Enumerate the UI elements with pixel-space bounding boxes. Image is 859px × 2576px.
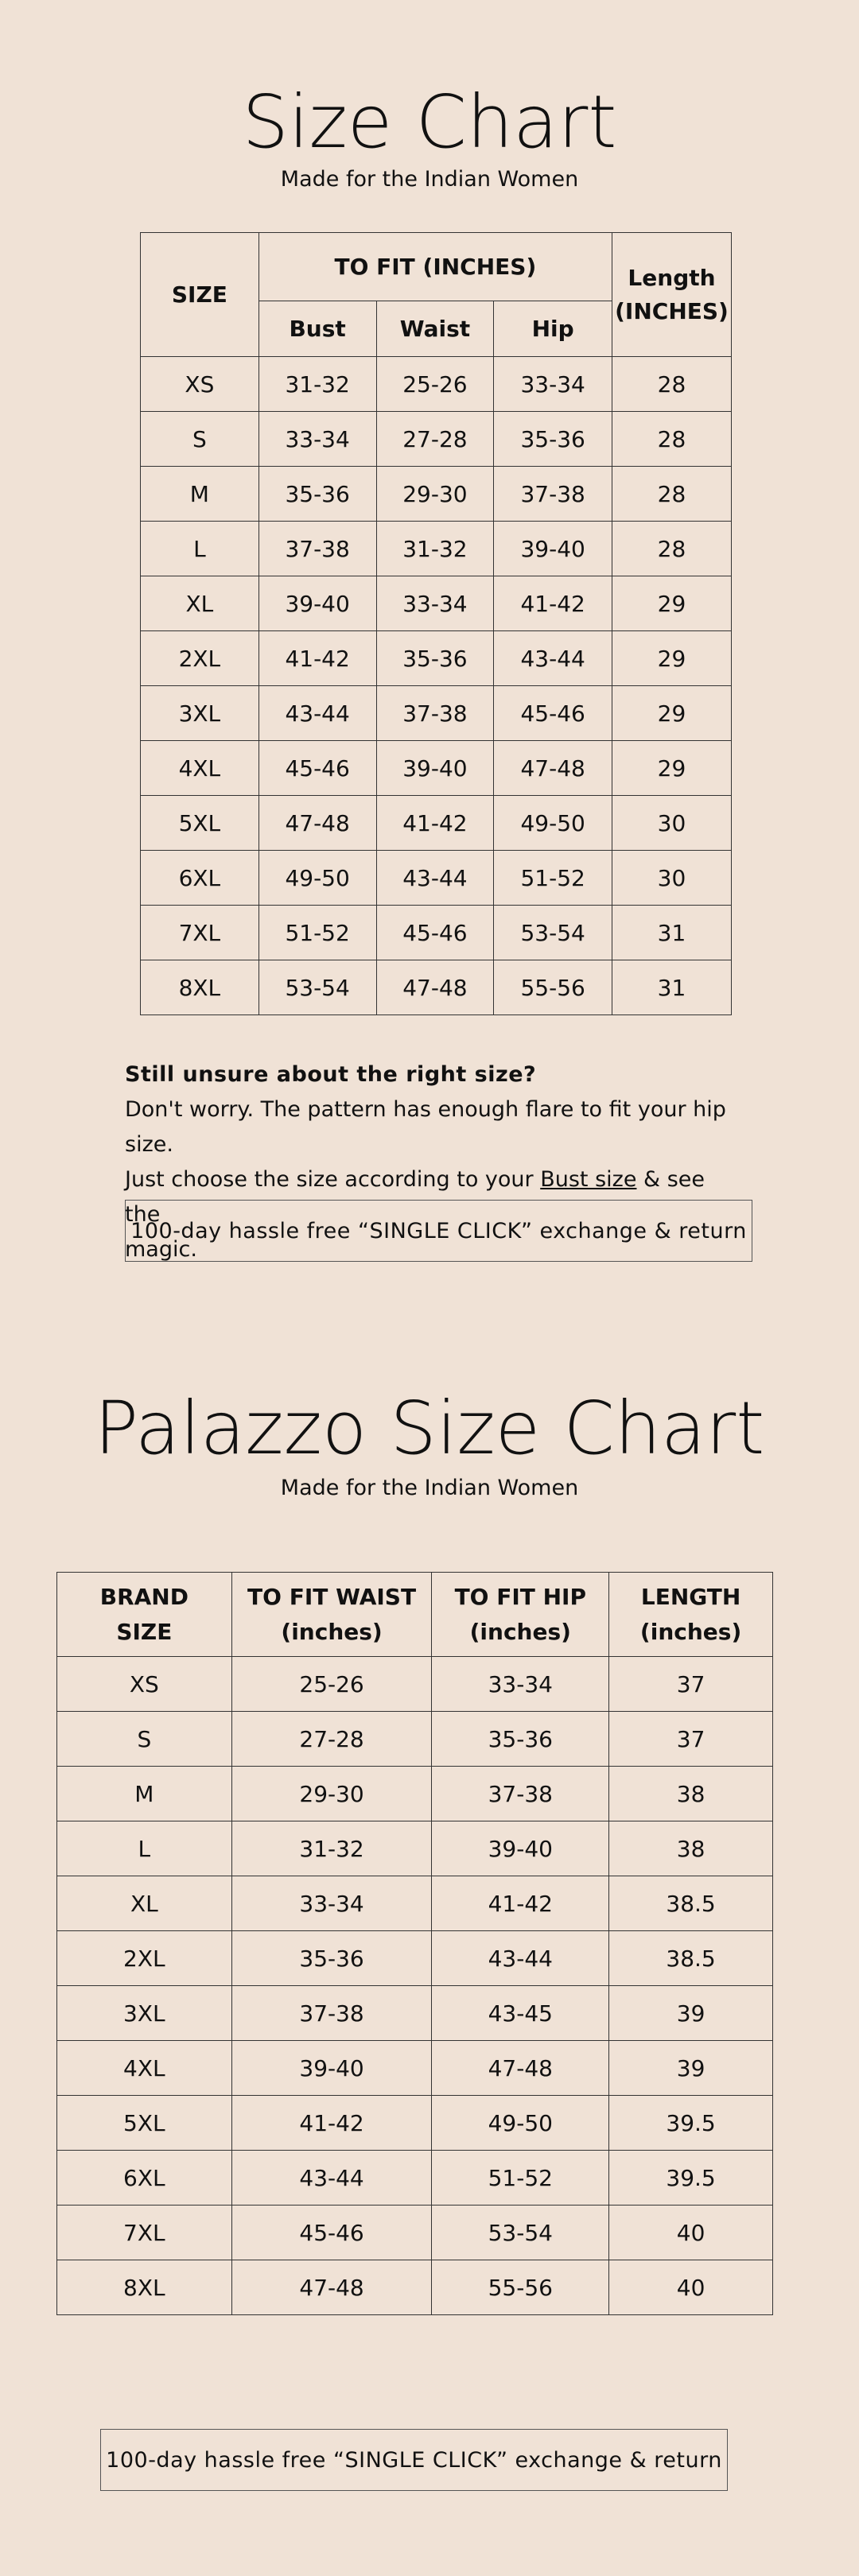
- size-chart-cell: 39-40: [494, 522, 612, 576]
- palazzo-chart-cell: 31-32: [231, 1821, 432, 1876]
- palazzo-header-length: [609, 1573, 773, 1657]
- palazzo-chart-cell: 53-54: [432, 2206, 609, 2260]
- size-chart-cell: XL: [141, 576, 259, 631]
- palazzo-chart-cell: 25-26: [231, 1657, 432, 1712]
- size-chart-row: [141, 357, 732, 412]
- size-chart-cell: 29-30: [376, 467, 494, 522]
- palazzo-chart-cell: 43-44: [231, 2151, 432, 2206]
- size-chart-cell: 6XL: [141, 851, 259, 906]
- size-chart-cell: 2XL: [141, 631, 259, 686]
- palazzo-chart-cell: 38.5: [609, 1876, 773, 1931]
- size-chart-cell: 45-46: [376, 906, 494, 960]
- header-length-line2: (INCHES): [615, 297, 729, 324]
- size-chart-cell: 39-40: [258, 576, 376, 631]
- size-chart-cell: 30: [612, 796, 732, 851]
- size-chart-cell: 53-54: [258, 960, 376, 1015]
- size-chart-cell: 31: [612, 906, 732, 960]
- size-advice-line1: Don't worry. The pattern has enough flare to fit your hip size.: [125, 1097, 726, 1157]
- size-advice-line3: magic.: [125, 1237, 197, 1262]
- size-chart-cell: 41-42: [258, 631, 376, 686]
- palazzo-chart-cell: 5XL: [57, 2096, 232, 2151]
- size-chart-table: [140, 232, 732, 1015]
- palazzo-chart-cell: 8XL: [57, 2260, 232, 2315]
- palazzo-header-waist-line1: TO FIT WAIST: [247, 1583, 417, 1610]
- size-chart-cell: 31-32: [376, 522, 494, 576]
- size-chart-cell: 29: [612, 686, 732, 741]
- palazzo-chart-cell: 51-52: [432, 2151, 609, 2206]
- size-chart-cell: 28: [612, 357, 732, 412]
- size-chart-row: [141, 851, 732, 906]
- palazzo-chart-cell: 55-56: [432, 2260, 609, 2315]
- size-chart-cell: 45-46: [494, 686, 612, 741]
- size-chart-cell: 33-34: [376, 576, 494, 631]
- size-chart-cell: 7XL: [141, 906, 259, 960]
- palazzo-chart-row: [57, 1986, 773, 2041]
- palazzo-chart-cell: 47-48: [231, 2260, 432, 2315]
- palazzo-chart-title: Palazzo Size Chart: [94, 1386, 765, 1471]
- palazzo-header-waist-line2: (inches): [281, 1618, 383, 1645]
- size-chart-cell: 25-26: [376, 357, 494, 412]
- size-chart-cell: 28: [612, 467, 732, 522]
- size-chart-cell: 35-36: [494, 412, 612, 467]
- palazzo-chart-cell: 6XL: [57, 2151, 232, 2206]
- exchange-return-badge: 100-day hassle free “SINGLE CLICK” exchange & return: [125, 1200, 752, 1262]
- size-advice-question: Still unsure about the right size?: [125, 1062, 537, 1087]
- size-chart-row: [141, 741, 732, 796]
- size-chart-cell: 49-50: [494, 796, 612, 851]
- size-chart-cell: 27-28: [376, 412, 494, 467]
- palazzo-chart-row: [57, 1657, 773, 1712]
- size-chart-cell: 29: [612, 576, 732, 631]
- header-hip: Hip: [494, 301, 612, 357]
- size-chart-cell: 51-52: [494, 851, 612, 906]
- palazzo-chart-row: [57, 2096, 773, 2151]
- palazzo-chart-cell: 37-38: [432, 1767, 609, 1821]
- size-chart-subtitle: Made for the Indian Women: [280, 167, 579, 192]
- palazzo-chart-cell: 4XL: [57, 2041, 232, 2096]
- size-chart-row: [141, 960, 732, 1015]
- palazzo-header-length-line2: (inches): [639, 1618, 742, 1645]
- palazzo-header-hip-line1: TO FIT HIP: [454, 1583, 586, 1610]
- size-chart-row: [141, 906, 732, 960]
- size-chart-cell: S: [141, 412, 259, 467]
- palazzo-chart-cell: 37: [609, 1657, 773, 1712]
- palazzo-chart-cell: 27-28: [231, 1712, 432, 1767]
- size-chart-cell: 33-34: [494, 357, 612, 412]
- size-advice-line2-after: & see the: [125, 1167, 705, 1227]
- palazzo-header-brand-size-line2: SIZE: [116, 1618, 173, 1645]
- palazzo-chart-cell: 39.5: [609, 2096, 773, 2151]
- palazzo-chart-subtitle: Made for the Indian Women: [280, 1476, 579, 1500]
- palazzo-chart-table: [56, 1572, 773, 2315]
- palazzo-chart-cell: 39: [609, 1986, 773, 2041]
- header-size: SIZE: [141, 233, 259, 357]
- header-waist: Waist: [376, 301, 494, 357]
- palazzo-chart-cell: 49-50: [432, 2096, 609, 2151]
- palazzo-chart-row: [57, 1767, 773, 1821]
- size-chart-cell: 43-44: [376, 851, 494, 906]
- palazzo-chart-row: [57, 1712, 773, 1767]
- size-chart-cell: 33-34: [258, 412, 376, 467]
- palazzo-chart-cell: 39.5: [609, 2151, 773, 2206]
- palazzo-chart-row: [57, 1876, 773, 1931]
- palazzo-chart-cell: 39: [609, 2041, 773, 2096]
- palazzo-chart-cell: 7XL: [57, 2206, 232, 2260]
- header-length-line1: Length: [628, 264, 716, 291]
- palazzo-chart-cell: 39-40: [231, 2041, 432, 2096]
- palazzo-chart-cell: 40: [609, 2206, 773, 2260]
- palazzo-chart-cell: S: [57, 1712, 232, 1767]
- palazzo-header-brand-size: [57, 1573, 232, 1657]
- size-chart-cell: XS: [141, 357, 259, 412]
- size-chart-cell: 31-32: [258, 357, 376, 412]
- palazzo-chart-cell: 38: [609, 1767, 773, 1821]
- palazzo-chart-cell: 3XL: [57, 1986, 232, 2041]
- palazzo-chart-row: [57, 1931, 773, 1986]
- palazzo-chart-cell: M: [57, 1767, 232, 1821]
- palazzo-chart-row: [57, 2151, 773, 2206]
- size-chart-row: [141, 412, 732, 467]
- palazzo-chart-cell: 41-42: [432, 1876, 609, 1931]
- header-length: [612, 233, 732, 357]
- size-chart-cell: 35-36: [258, 467, 376, 522]
- palazzo-chart-cell: 39-40: [432, 1821, 609, 1876]
- size-chart-cell: 39-40: [376, 741, 494, 796]
- size-chart-cell: 47-48: [258, 796, 376, 851]
- palazzo-chart-cell: 33-34: [231, 1876, 432, 1931]
- palazzo-chart-cell: 38: [609, 1821, 773, 1876]
- size-advice-line2-before: Just choose the size according to your: [125, 1167, 541, 1192]
- palazzo-chart-cell: XL: [57, 1876, 232, 1931]
- palazzo-header-brand-size-line1: BRAND: [99, 1583, 189, 1610]
- size-chart-cell: 53-54: [494, 906, 612, 960]
- size-chart-cell: 3XL: [141, 686, 259, 741]
- size-chart-cell: 47-48: [376, 960, 494, 1015]
- size-chart-header: [0, 78, 859, 192]
- size-chart-cell: 4XL: [141, 741, 259, 796]
- size-chart-title: Size Chart: [242, 80, 617, 165]
- palazzo-header-hip-line2: (inches): [469, 1618, 571, 1645]
- palazzo-chart-row: [57, 2260, 773, 2315]
- size-chart-row: [141, 522, 732, 576]
- palazzo-header-waist: [231, 1573, 432, 1657]
- size-chart-row: [141, 467, 732, 522]
- size-chart-row: [141, 631, 732, 686]
- size-chart-cell: 41-42: [376, 796, 494, 851]
- palazzo-chart-cell: 29-30: [231, 1767, 432, 1821]
- size-chart-cell: 29: [612, 741, 732, 796]
- size-chart-row: [141, 796, 732, 851]
- size-chart-cell: 43-44: [258, 686, 376, 741]
- palazzo-header-length-line1: LENGTH: [640, 1583, 741, 1610]
- header-bust: Bust: [258, 301, 376, 357]
- size-chart-row: [141, 576, 732, 631]
- size-chart-cell: 45-46: [258, 741, 376, 796]
- size-chart-cell: 55-56: [494, 960, 612, 1015]
- palazzo-header-hip: [432, 1573, 609, 1657]
- size-chart-cell: 28: [612, 522, 732, 576]
- exchange-return-badge-bottom: 100-day hassle free “SINGLE CLICK” exchange & return: [100, 2429, 728, 2491]
- palazzo-chart-row: [57, 1821, 773, 1876]
- size-chart-cell: L: [141, 522, 259, 576]
- palazzo-chart-cell: 2XL: [57, 1931, 232, 1986]
- palazzo-chart-cell: 40: [609, 2260, 773, 2315]
- size-chart-cell: 49-50: [258, 851, 376, 906]
- size-chart-cell: 29: [612, 631, 732, 686]
- palazzo-chart-cell: 35-36: [231, 1931, 432, 1986]
- palazzo-chart-cell: 45-46: [231, 2206, 432, 2260]
- palazzo-chart-cell: 33-34: [432, 1657, 609, 1712]
- size-chart-cell: 43-44: [494, 631, 612, 686]
- size-chart-cell: 37-38: [376, 686, 494, 741]
- size-chart-cell: 37-38: [494, 467, 612, 522]
- size-chart-cell: 8XL: [141, 960, 259, 1015]
- size-chart-cell: M: [141, 467, 259, 522]
- palazzo-chart-cell: XS: [57, 1657, 232, 1712]
- size-chart-cell: 31: [612, 960, 732, 1015]
- palazzo-chart-cell: 47-48: [432, 2041, 609, 2096]
- size-chart-row: [141, 686, 732, 741]
- palazzo-chart-cell: 35-36: [432, 1712, 609, 1767]
- size-chart-cell: 37-38: [258, 522, 376, 576]
- palazzo-chart-header: [0, 1382, 859, 1500]
- palazzo-chart-row: [57, 2041, 773, 2096]
- size-chart-cell: 47-48: [494, 741, 612, 796]
- palazzo-chart-cell: 38.5: [609, 1931, 773, 1986]
- size-chart-cell: 41-42: [494, 576, 612, 631]
- palazzo-chart-cell: 41-42: [231, 2096, 432, 2151]
- header-to-fit: TO FIT (INCHES): [258, 233, 612, 301]
- size-chart-cell: 30: [612, 851, 732, 906]
- size-chart-cell: 51-52: [258, 906, 376, 960]
- size-chart-cell: 28: [612, 412, 732, 467]
- size-chart-cell: 5XL: [141, 796, 259, 851]
- bust-size-link[interactable]: Bust size: [540, 1167, 637, 1192]
- palazzo-chart-cell: L: [57, 1821, 232, 1876]
- palazzo-chart-row: [57, 2206, 773, 2260]
- palazzo-chart-cell: 37: [609, 1712, 773, 1767]
- palazzo-chart-cell: 43-44: [432, 1931, 609, 1986]
- palazzo-chart-cell: 37-38: [231, 1986, 432, 2041]
- size-chart-cell: 35-36: [376, 631, 494, 686]
- palazzo-chart-cell: 43-45: [432, 1986, 609, 2041]
